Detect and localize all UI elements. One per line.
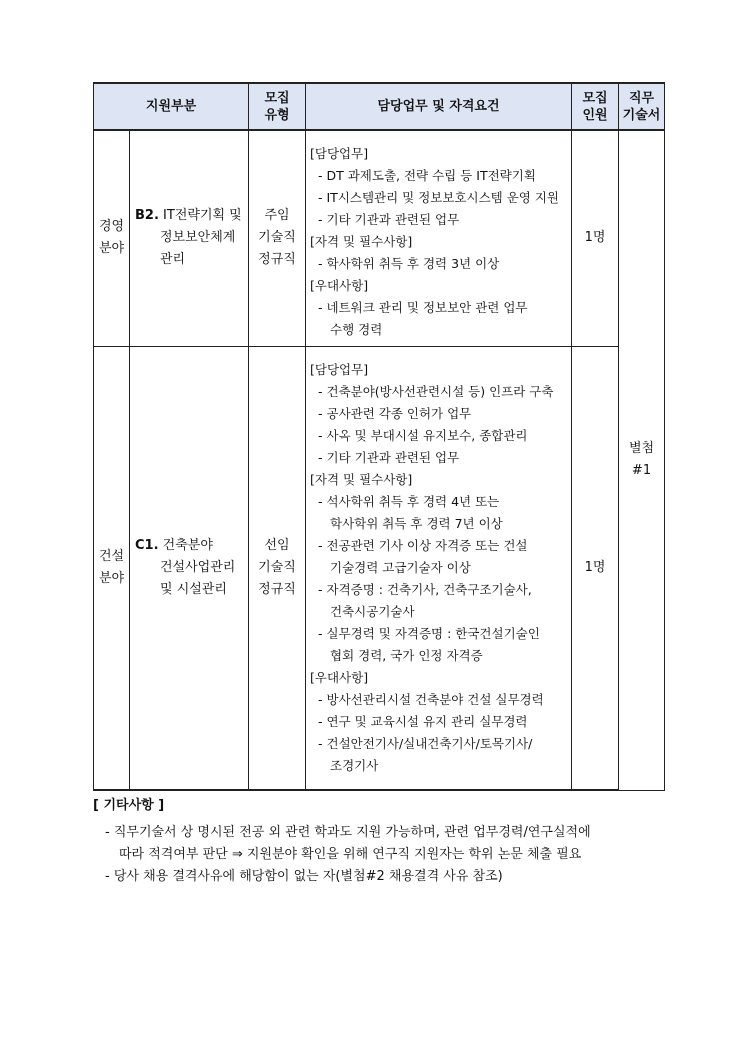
requirement-item: - 자격증명 : 건축기사, 건축구조기술사, xyxy=(318,581,532,597)
section-heading: [자격 및 필수사항] xyxy=(310,234,413,249)
table-row xyxy=(94,130,665,346)
position-code: C1. xyxy=(135,537,159,553)
preference-item-continued: 조경기사 xyxy=(330,757,379,773)
preference-item: - 방사선관리시설 건축분야 건설 실무경력 xyxy=(318,691,544,707)
note-item: - 당사 채용 결격사유에 해당함이 없는 자(별첨#2 채용결격 사유 참조) xyxy=(105,869,503,884)
duty-cell xyxy=(306,130,572,346)
requirement-item-continued: 건축시공기술사 xyxy=(330,603,415,619)
duty-item: - 공사관련 각종 인허가 업무 xyxy=(318,405,472,421)
duty-item: - 사옥 및 부대시설 유지보수, 종합관리 xyxy=(318,427,528,443)
position-code: B2. xyxy=(135,208,159,224)
section-heading: [담당업무] xyxy=(310,361,369,377)
duty-cell xyxy=(306,346,572,790)
other-notes xyxy=(93,796,673,888)
field-cell: 건설 분야 xyxy=(94,346,130,790)
preference-item: - 네트워크 관리 및 정보보안 관련 업무 xyxy=(318,300,528,315)
requirement-item: - 전공관련 기사 이상 자격증 또는 건설 xyxy=(318,537,528,553)
preference-item-continued: 수행 경력 xyxy=(330,322,383,337)
notes-title: [ 기타사항 ] xyxy=(93,798,165,813)
preference-item: - 건설안전기사/실내건축기사/토목기사/ xyxy=(318,735,533,751)
field-cell: 경영 분야 xyxy=(94,130,130,346)
header-job-description: 직무 기술서 xyxy=(619,83,665,130)
count-cell: 1명 xyxy=(572,346,619,790)
position-cell: C1. 건축분야 건설사업관리 및 시설관리 xyxy=(130,346,249,790)
position-cell: B2. IT전략기획 및 정보보안체계 관리 xyxy=(130,130,249,346)
requirement-item: - 실무경력 및 자격증명 : 한국건설기술인 xyxy=(318,625,540,641)
duty-item: - 기타 기관과 관련된 업무 xyxy=(318,212,460,227)
section-heading: [우대사항] xyxy=(310,278,369,293)
duty-item: - IT시스템관리 및 정보보호시스템 운영 지원 xyxy=(318,190,559,205)
section-heading: [자격 및 필수사항] xyxy=(310,471,413,487)
header-type: 모집 유형 xyxy=(249,83,306,130)
duty-item: - DT 과제도출, 전략 수립 등 IT전략기획 xyxy=(318,168,536,183)
duty-item: - 기타 기관과 관련된 업무 xyxy=(318,449,460,465)
requirement-item-continued: 기술경력 고급기술자 이상 xyxy=(330,559,471,575)
requirement-item-continued: 협회 경력, 국가 인정 자격증 xyxy=(330,647,483,663)
note-item-continued: 따라 적격여부 판단 ⇒ 지원분야 확인을 위해 연구직 지원자는 학위 논문 체출 필요 xyxy=(119,847,582,862)
type-cell: 선임 기술직 정규직 xyxy=(249,346,306,790)
requirement-item-continued: 학사학위 취득 후 경력 7년 이상 xyxy=(330,515,503,531)
section-heading: [우대사항] xyxy=(310,669,369,685)
requirement-item: - 석사학위 취득 후 경력 4년 또는 xyxy=(318,493,500,509)
attachment-cell: 별첨 #1 xyxy=(619,130,665,790)
duty-item: - 건축분야(방사선관련시설 등) 인프라 구축 xyxy=(318,383,554,399)
header-field: 지원부분 xyxy=(94,83,249,130)
requirement-item: - 학사학위 취득 후 경력 3년 이상 xyxy=(318,256,500,271)
note-item: - 직무기술서 상 명시된 전공 외 관련 학과도 지원 가능하며, 관련 업무경력/연구실적에 xyxy=(105,825,591,840)
table-header-row xyxy=(94,83,665,130)
preference-item: - 연구 및 교육시설 유지 관리 실무경력 xyxy=(318,713,528,729)
recruitment-table xyxy=(93,82,665,791)
header-count: 모집 인원 xyxy=(572,83,619,130)
table-row xyxy=(94,346,665,790)
section-heading: [담당업무] xyxy=(310,146,369,161)
count-cell: 1명 xyxy=(572,130,619,346)
type-cell: 주임 기술직 정규직 xyxy=(249,130,306,346)
header-duty: 담당업무 및 자격요건 xyxy=(306,83,572,130)
